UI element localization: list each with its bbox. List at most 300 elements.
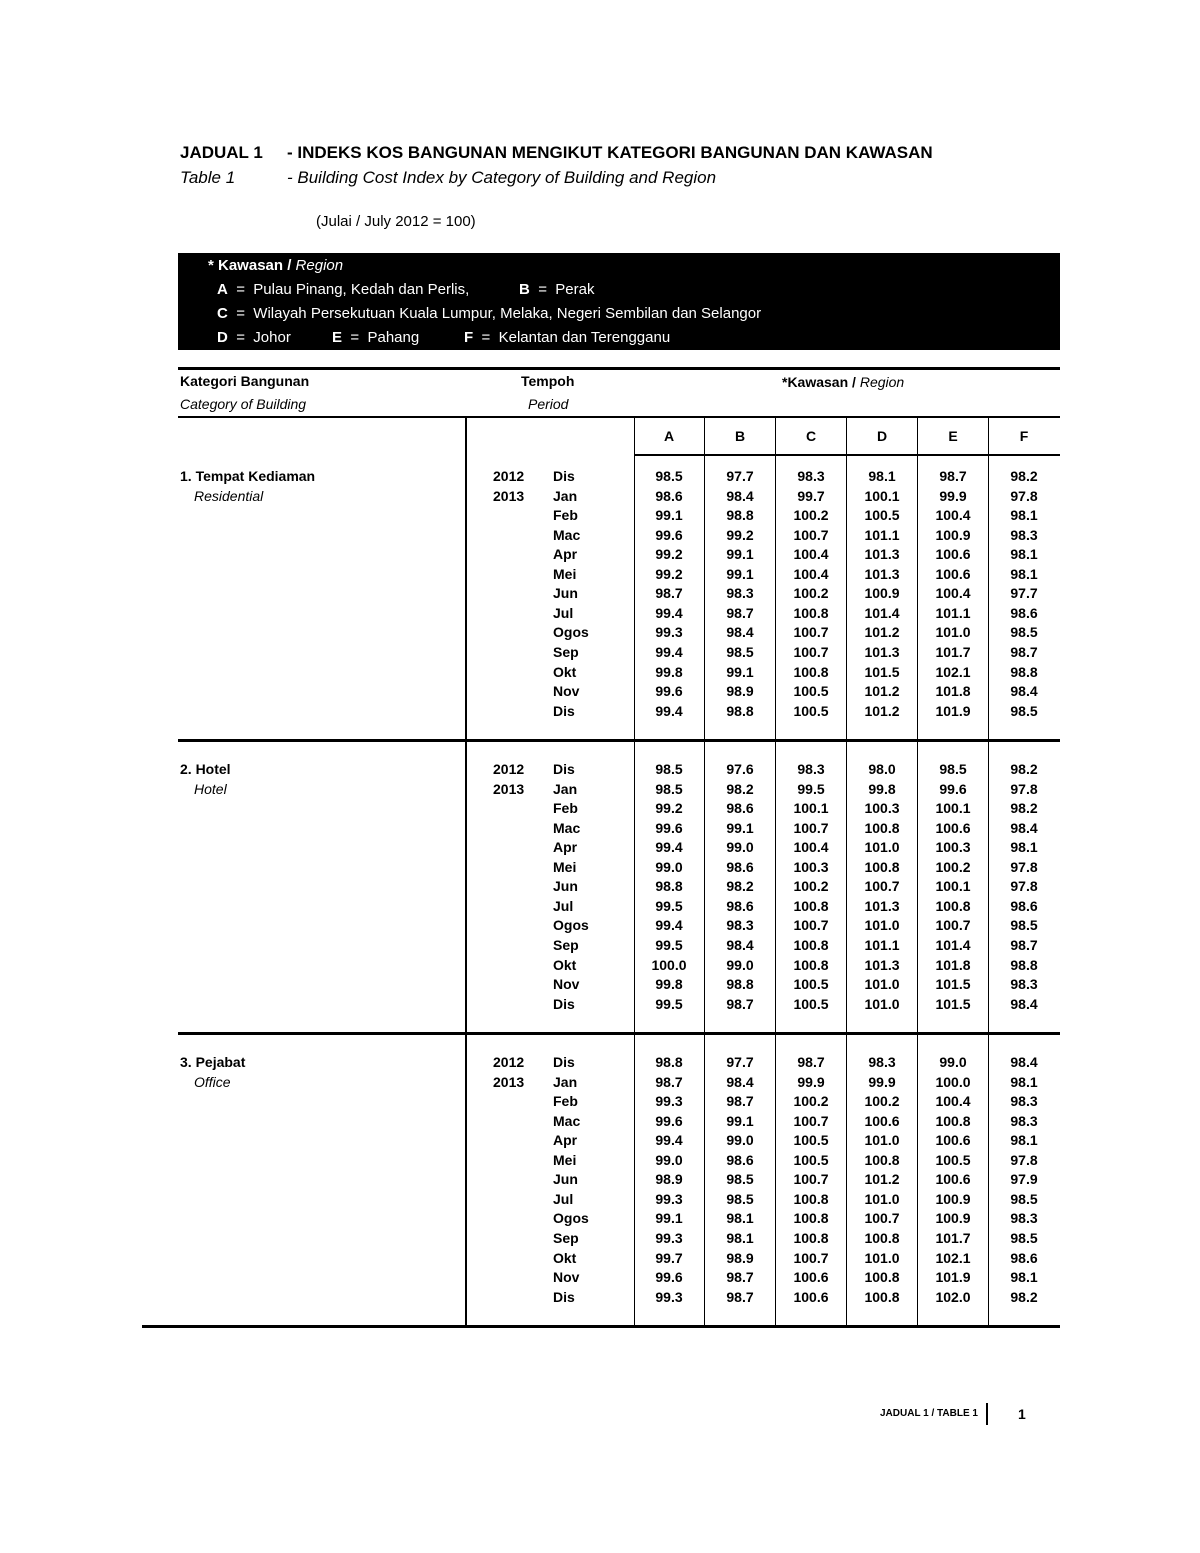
row-month: Okt [553, 1249, 577, 1266]
row-year: 2012 [493, 468, 525, 484]
table-title-ms: - INDEKS KOS BANGUNAN MENGIKUT KATEGORI BANGUNAN DAN KAWASAN [287, 143, 933, 162]
index-value: 100.5 [793, 995, 829, 1012]
col-period-ms: Tempoh [521, 373, 575, 389]
index-value: 100.8 [793, 897, 829, 914]
index-value: 100.3 [793, 858, 829, 875]
index-value: 100.8 [864, 819, 900, 836]
index-value: 100.9 [935, 1190, 971, 1207]
index-value: 101.7 [935, 643, 971, 660]
index-value: 99.3 [655, 624, 683, 641]
index-value: 100.8 [864, 858, 900, 875]
row-month: Dis [553, 1288, 575, 1305]
index-value: 99.4 [655, 702, 683, 719]
row-month: Apr [553, 1132, 578, 1149]
index-value: 100.5 [864, 507, 900, 524]
row-month: Nov [553, 683, 580, 700]
index-value: 100.4 [935, 585, 971, 602]
index-value: 101.7 [935, 1229, 971, 1246]
index-value: 97.8 [1010, 858, 1038, 875]
index-value: 98.4 [1010, 819, 1038, 836]
index-value: 101.3 [864, 643, 900, 660]
legend-line-f [464, 329, 670, 346]
row-month: Sep [553, 643, 579, 660]
index-value: 100.7 [793, 819, 829, 836]
index-value: 101.1 [864, 526, 900, 543]
col-region-en: Region [859, 374, 905, 390]
index-value: 98.4 [1010, 1054, 1038, 1070]
index-value: 100.2 [935, 858, 971, 875]
row-month: Dis [553, 1054, 575, 1070]
index-value: 99.3 [655, 1093, 683, 1110]
row-month: Ogos [553, 917, 589, 934]
row-month: Dis [553, 761, 575, 777]
index-value: 97.6 [726, 761, 754, 777]
index-value: 98.1 [1010, 1269, 1038, 1286]
table-top-rule [178, 367, 1060, 370]
index-value: 99.7 [797, 487, 825, 504]
index-value: 99.9 [939, 487, 967, 504]
index-value: 100.6 [793, 1288, 829, 1305]
index-value: 98.7 [1010, 936, 1038, 953]
header-rule [178, 416, 1060, 418]
index-value: 99.1 [655, 1210, 683, 1227]
index-value: 99.3 [655, 1190, 683, 1207]
index-value: 98.4 [726, 487, 754, 504]
index-value: 97.7 [1010, 585, 1038, 602]
index-value: 98.1 [868, 468, 896, 484]
index-value: 99.5 [797, 780, 825, 797]
period-divider [465, 1034, 467, 1325]
index-value: 98.1 [1010, 1132, 1038, 1149]
index-value: 98.6 [726, 1151, 754, 1168]
row-month: Dis [553, 468, 575, 484]
index-value: 100.8 [793, 956, 829, 973]
category-name-ms: 3. Pejabat [180, 1054, 246, 1070]
region-legend [178, 253, 1060, 350]
index-value: 98.3 [868, 1054, 896, 1070]
index-value: 99.9 [868, 1073, 896, 1090]
index-value: 101.4 [935, 936, 971, 953]
index-value: 98.1 [1010, 507, 1038, 524]
index-value: 99.4 [655, 604, 683, 621]
index-value: 100.6 [935, 819, 971, 836]
legend-eq: = [350, 329, 360, 346]
row-year: 2013 [493, 487, 525, 504]
index-value: 100.8 [864, 1269, 900, 1286]
legend-heading [208, 257, 343, 274]
index-value: 100.0 [935, 1073, 971, 1090]
legend-line-b [519, 281, 594, 298]
row-month: Jan [553, 1073, 578, 1090]
legend-text-e: Pahang [367, 329, 420, 346]
index-value: 98.9 [726, 1249, 754, 1266]
legend-line-e [332, 329, 419, 346]
legend-key-c: C [217, 305, 228, 322]
legend-eq: = [236, 329, 245, 346]
index-value: 99.4 [655, 643, 683, 660]
index-value: 99.5 [655, 995, 683, 1012]
index-value: 100.7 [793, 917, 829, 934]
index-value: 100.4 [935, 507, 971, 524]
index-value: 100.7 [793, 1249, 829, 1266]
row-year: 2013 [493, 780, 525, 797]
legend-key-b: B [519, 281, 530, 298]
index-value: 99.6 [655, 1112, 683, 1129]
index-value: 101.0 [864, 1190, 900, 1207]
index-value: 99.5 [655, 897, 683, 914]
legend-key-f: F [464, 329, 474, 346]
index-value: 100.8 [793, 1210, 829, 1227]
index-value: 101.3 [864, 897, 900, 914]
index-value: 98.3 [1010, 1112, 1038, 1129]
index-value: 98.7 [797, 1054, 825, 1070]
region-col-header: D [876, 428, 888, 444]
index-value: 98.6 [726, 800, 754, 817]
index-value: 100.1 [935, 878, 971, 895]
index-value: 100.2 [793, 1093, 829, 1110]
index-value: 102.1 [935, 663, 971, 680]
index-value: 101.1 [864, 936, 900, 953]
index-value: 100.9 [935, 1210, 971, 1227]
legend-key-a: A [217, 281, 228, 298]
index-value: 97.7 [726, 1054, 754, 1070]
index-value: 99.0 [726, 956, 754, 973]
index-value: 100.8 [864, 1288, 900, 1305]
index-value: 98.8 [726, 507, 754, 524]
index-value: 98.9 [655, 1171, 683, 1188]
index-value: 98.2 [726, 878, 754, 895]
index-value: 97.7 [726, 468, 754, 484]
index-value: 101.3 [864, 546, 900, 563]
index-value: 97.8 [1010, 1151, 1038, 1168]
category-name-en: Office [194, 1073, 231, 1090]
row-month: Ogos [553, 1210, 589, 1227]
row-month: Feb [553, 1093, 578, 1110]
index-value: 100.6 [935, 565, 971, 582]
index-value: 98.7 [726, 1093, 754, 1110]
index-value: 98.8 [726, 976, 754, 993]
table-title-en: - Building Cost Index by Category of Building and Region [287, 168, 717, 187]
index-value: 98.7 [726, 604, 754, 621]
index-value: 99.0 [726, 1132, 754, 1149]
index-value: 99.3 [655, 1288, 683, 1305]
row-month: Jun [553, 1171, 578, 1188]
index-value: 101.3 [864, 565, 900, 582]
index-value: 99.1 [655, 507, 683, 524]
row-month: Dis [553, 702, 575, 719]
page-number: 1 [1018, 1406, 1026, 1422]
period-divider [465, 741, 467, 1032]
index-value: 97.8 [1010, 487, 1038, 504]
index-value: 101.8 [935, 683, 971, 700]
index-value: 100.7 [864, 878, 900, 895]
index-value: 98.7 [1010, 643, 1038, 660]
legend-heading-en: Region [295, 257, 344, 274]
region-col-header: F [1019, 428, 1029, 444]
col-region-header [782, 374, 904, 390]
row-year: 2012 [493, 1054, 525, 1070]
index-value: 100.5 [793, 976, 829, 993]
index-value: 99.0 [655, 858, 683, 875]
index-value: 98.1 [1010, 839, 1038, 856]
index-value: 100.4 [793, 565, 829, 582]
index-value: 99.6 [655, 1269, 683, 1286]
index-value: 98.5 [655, 761, 683, 777]
index-value: 99.6 [655, 526, 683, 543]
index-value: 100.8 [793, 1229, 829, 1246]
index-value: 98.6 [1010, 1249, 1038, 1266]
index-value: 98.2 [1010, 468, 1038, 484]
index-value: 98.5 [1010, 917, 1038, 934]
index-value: 99.4 [655, 839, 683, 856]
legend-eq: = [481, 329, 491, 346]
index-value: 101.4 [864, 604, 900, 621]
index-value: 100.8 [793, 663, 829, 680]
category-name-ms: 2. Hotel [180, 761, 231, 777]
index-value: 100.2 [864, 1093, 900, 1110]
region-header-rule [634, 454, 1060, 456]
index-value: 100.4 [793, 546, 829, 563]
index-value: 98.5 [655, 780, 683, 797]
region-col-header: B [734, 428, 746, 444]
index-value: 100.8 [793, 604, 829, 621]
region-col-header: E [948, 428, 958, 444]
index-value: 100.5 [793, 683, 829, 700]
index-value: 101.2 [864, 683, 900, 700]
period-divider [465, 418, 467, 739]
index-value: 99.2 [655, 546, 683, 563]
row-month: Okt [553, 956, 577, 973]
index-value: 98.7 [726, 995, 754, 1012]
index-value: 98.0 [868, 761, 896, 777]
row-month: Mac [553, 526, 581, 543]
col-category-en: Category of Building [180, 396, 307, 412]
index-value: 97.9 [1010, 1171, 1038, 1188]
footer-divider [986, 1403, 988, 1425]
index-value: 98.3 [1010, 976, 1038, 993]
row-year: 2012 [493, 761, 525, 777]
index-value: 98.6 [655, 487, 683, 504]
region-col-header: C [805, 428, 817, 444]
index-value: 99.5 [655, 936, 683, 953]
index-value: 99.4 [655, 1132, 683, 1149]
index-value: 100.6 [935, 546, 971, 563]
index-value: 98.5 [726, 1190, 754, 1207]
index-value: 100.7 [793, 526, 829, 543]
index-value: 100.7 [793, 1112, 829, 1129]
index-value: 98.1 [1010, 1073, 1038, 1090]
index-value: 100.2 [793, 507, 829, 524]
row-month: Jul [553, 604, 574, 621]
index-value: 99.1 [726, 565, 754, 582]
index-value: 99.8 [655, 663, 683, 680]
index-value: 100.5 [793, 1132, 829, 1149]
index-value: 101.2 [864, 1171, 900, 1188]
row-month: Sep [553, 1229, 579, 1246]
index-value: 98.8 [1010, 956, 1038, 973]
index-value: 98.3 [726, 917, 754, 934]
legend-heading-ms: * Kawasan / [208, 257, 292, 274]
row-month: Dis [553, 995, 575, 1012]
legend-key-d: D [217, 329, 228, 346]
index-value: 98.8 [655, 1054, 683, 1070]
index-value: 100.6 [935, 1171, 971, 1188]
index-value: 98.7 [726, 1269, 754, 1286]
index-value: 98.4 [726, 1073, 754, 1090]
index-value: 100.0 [651, 956, 687, 973]
index-value: 98.4 [1010, 995, 1038, 1012]
row-month: Okt [553, 663, 577, 680]
index-value: 98.3 [1010, 1210, 1038, 1227]
index-value: 100.3 [935, 839, 971, 856]
row-month: Jan [553, 780, 578, 797]
legend-key-e: E [332, 329, 343, 346]
index-value: 101.5 [935, 995, 971, 1012]
index-value: 98.6 [726, 897, 754, 914]
index-value: 100.1 [793, 800, 829, 817]
index-value: 100.7 [793, 643, 829, 660]
category-name-en: Hotel [194, 780, 227, 797]
index-value: 100.6 [935, 1132, 971, 1149]
index-value: 100.5 [793, 702, 829, 719]
index-value: 99.1 [726, 1112, 754, 1129]
row-month: Feb [553, 800, 578, 817]
index-value: 100.1 [935, 800, 971, 817]
row-month: Mei [553, 858, 577, 875]
index-value: 101.0 [864, 995, 900, 1012]
row-month: Apr [553, 546, 578, 563]
index-value: 99.2 [726, 526, 754, 543]
index-value: 99.6 [939, 780, 967, 797]
index-value: 98.3 [726, 585, 754, 602]
index-value: 99.0 [655, 1151, 683, 1168]
index-value: 100.9 [935, 526, 971, 543]
section-rule [178, 739, 1060, 742]
index-value: 98.6 [1010, 604, 1038, 621]
index-value: 100.7 [793, 624, 829, 641]
row-month: Jun [553, 878, 578, 895]
index-value: 98.9 [726, 683, 754, 700]
index-value: 100.9 [864, 585, 900, 602]
row-month: Sep [553, 936, 579, 953]
index-value: 99.8 [655, 976, 683, 993]
index-value: 100.2 [793, 878, 829, 895]
index-value: 100.3 [864, 800, 900, 817]
base-period: (Julai / July 2012 = 100) [316, 213, 476, 230]
index-value: 99.6 [655, 683, 683, 700]
row-month: Mac [553, 819, 581, 836]
table-label-ms: JADUAL 1 [180, 143, 263, 162]
index-value: 97.8 [1010, 878, 1038, 895]
index-value: 99.0 [939, 1054, 967, 1070]
index-value: 98.5 [726, 643, 754, 660]
index-value: 100.8 [864, 1151, 900, 1168]
row-month: Jul [553, 1190, 574, 1207]
index-value: 98.3 [797, 468, 825, 484]
index-value: 99.1 [726, 819, 754, 836]
index-value: 98.5 [1010, 702, 1038, 719]
index-value: 98.5 [1010, 624, 1038, 641]
index-value: 98.1 [726, 1229, 754, 1246]
index-value: 100.5 [793, 1151, 829, 1168]
category-name-ms: 1. Tempat Kediaman [180, 468, 316, 484]
index-value: 98.6 [1010, 897, 1038, 914]
row-month: Nov [553, 1269, 580, 1286]
index-value: 98.8 [726, 702, 754, 719]
index-value: 99.2 [655, 800, 683, 817]
legend-text-f: Kelantan dan Terengganu [498, 329, 671, 346]
index-value: 98.8 [1010, 663, 1038, 680]
index-value: 99.1 [726, 546, 754, 563]
index-value: 98.6 [726, 858, 754, 875]
index-value: 99.6 [655, 819, 683, 836]
row-month: Nov [553, 976, 580, 993]
index-value: 102.1 [935, 1249, 971, 1266]
section-rule [178, 1032, 1060, 1035]
legend-text-a: Pulau Pinang, Kedah dan Perlis, [253, 281, 470, 298]
legend-eq: = [538, 281, 547, 298]
row-month: Jan [553, 487, 578, 504]
row-month: Jun [553, 585, 578, 602]
table-label-en: Table 1 [180, 168, 236, 187]
index-value: 100.4 [793, 839, 829, 856]
index-value: 101.9 [935, 702, 971, 719]
index-value: 98.3 [797, 761, 825, 777]
index-value: 98.5 [939, 761, 967, 777]
index-value: 98.2 [1010, 761, 1038, 777]
index-value: 99.3 [655, 1229, 683, 1246]
index-value: 97.8 [1010, 780, 1038, 797]
index-value: 99.2 [655, 565, 683, 582]
index-value: 101.0 [864, 1132, 900, 1149]
index-value: 98.2 [1010, 800, 1038, 817]
index-value: 99.0 [726, 839, 754, 856]
row-month: Feb [553, 507, 578, 524]
region-col-header: A [663, 428, 675, 444]
legend-line-c [217, 305, 761, 322]
index-value: 100.1 [864, 487, 900, 504]
index-value: 98.7 [655, 1073, 683, 1090]
index-value: 101.2 [864, 624, 900, 641]
index-value: 101.8 [935, 956, 971, 973]
legend-line-ab [217, 281, 469, 298]
index-value: 98.2 [1010, 1288, 1038, 1305]
index-value: 99.1 [726, 663, 754, 680]
col-category-ms: Kategori Bangunan [180, 373, 310, 389]
index-value: 98.1 [726, 1210, 754, 1227]
row-year: 2013 [493, 1073, 525, 1090]
index-value: 98.7 [726, 1288, 754, 1305]
row-month: Ogos [553, 624, 589, 641]
legend-text-c: Wilayah Persekutuan Kuala Lumpur, Melaka, Negeri Sembilan dan Selangor [253, 305, 762, 322]
legend-text-d: Johor [253, 329, 291, 346]
row-month: Mac [553, 1112, 581, 1129]
index-value: 101.3 [864, 956, 900, 973]
category-name-en: Residential [194, 487, 264, 504]
index-value: 98.4 [1010, 683, 1038, 700]
index-value: 100.7 [935, 917, 971, 934]
index-value: 99.4 [655, 917, 683, 934]
index-value: 99.7 [655, 1249, 683, 1266]
index-value: 98.4 [726, 936, 754, 953]
index-value: 101.9 [935, 1269, 971, 1286]
index-value: 101.0 [864, 839, 900, 856]
index-value: 98.1 [1010, 565, 1038, 582]
index-value: 98.3 [1010, 1093, 1038, 1110]
index-value: 100.7 [793, 1171, 829, 1188]
index-value: 101.5 [935, 976, 971, 993]
index-value: 98.7 [939, 468, 967, 484]
